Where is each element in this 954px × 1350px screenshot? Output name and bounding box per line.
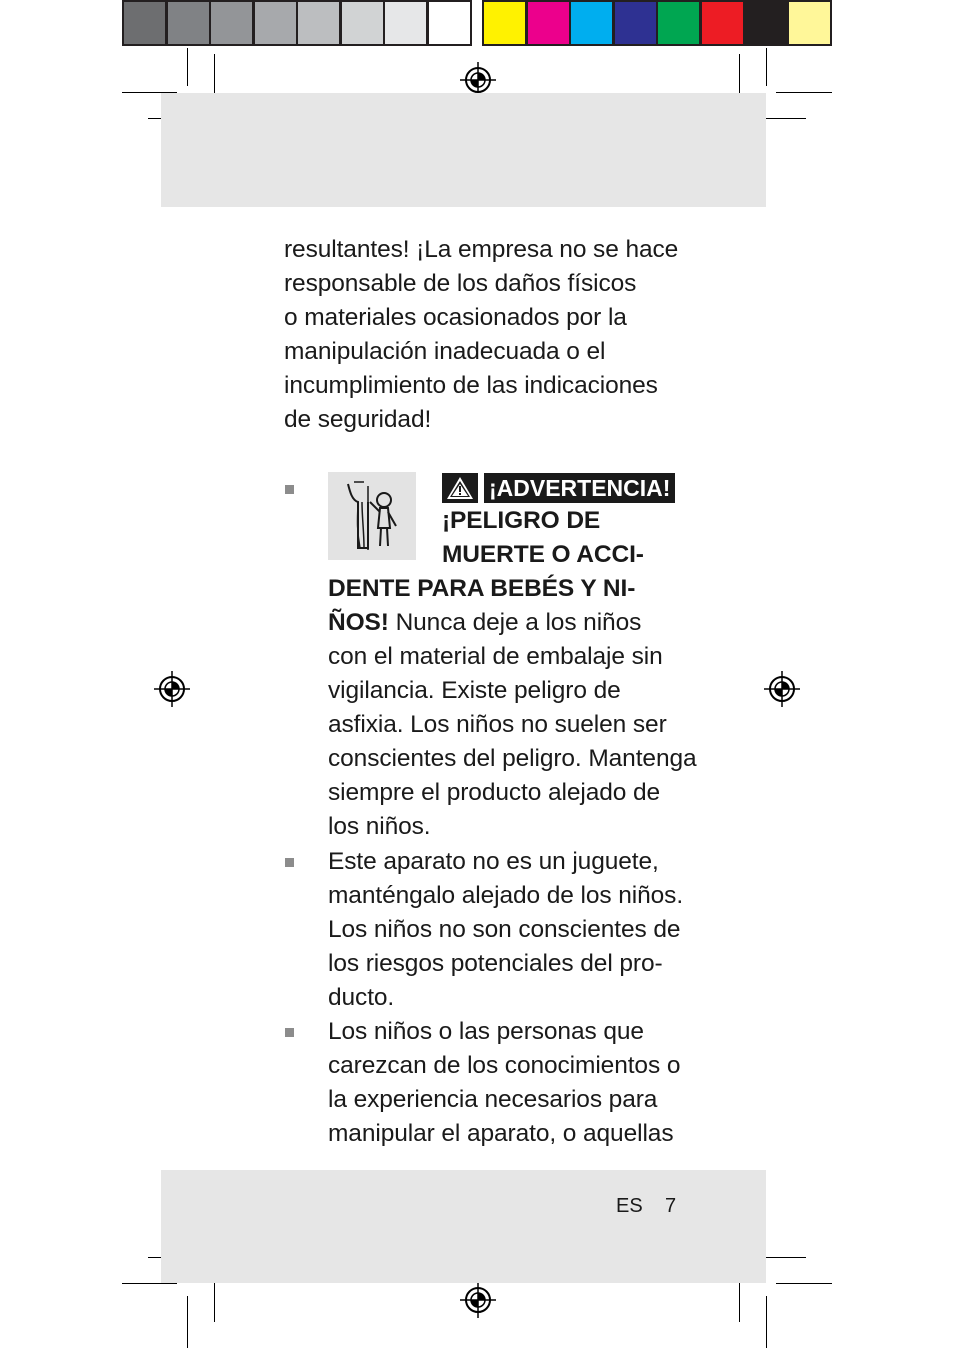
registration-mark-icon <box>762 669 802 709</box>
heading-end: ÑOS! <box>328 609 389 636</box>
text-line: con el material de embalaje sin <box>328 643 663 670</box>
color-swatch <box>211 2 252 44</box>
text-line: conscientes del peligro. Mantenga <box>328 745 697 772</box>
text-line: de seguridad! <box>284 406 432 433</box>
child-with-packaging-icon <box>328 472 416 560</box>
warning-badge: ¡ADVERTENCIA! <box>484 473 675 503</box>
text-line: los riesgos potenciales del pro- <box>328 950 663 977</box>
color-swatch <box>385 2 426 44</box>
color-swatch <box>124 2 165 44</box>
text-line: Los niños no son conscientes de <box>328 916 681 943</box>
bullet-marker <box>285 485 294 494</box>
language-code: ES <box>616 1195 643 1217</box>
color-swatch <box>298 2 339 44</box>
text-line: vigilancia. Existe peligro de <box>328 677 621 704</box>
text-line <box>328 606 688 640</box>
bullet-marker <box>285 858 294 867</box>
text-line: manipular el aparato, o aquellas <box>328 1120 674 1147</box>
color-swatch <box>789 2 830 44</box>
text-line: carezcan de los conocimientos o <box>328 1052 681 1079</box>
intro-paragraph <box>284 233 684 437</box>
warning-triangle-icon <box>442 473 478 503</box>
color-swatch <box>342 2 383 44</box>
text-line: los niños. <box>328 813 431 840</box>
text-line: ducto. <box>328 984 395 1011</box>
registration-mark-icon <box>458 1280 498 1320</box>
warning-body <box>328 572 697 844</box>
color-swatch <box>571 2 612 44</box>
color-swatch <box>658 2 699 44</box>
text-line: incumplimiento de las indicaciones <box>284 372 658 399</box>
color-swatch <box>702 2 743 44</box>
text-line: resultantes! ¡La empresa no se hace <box>284 236 679 263</box>
text-line: manténgalo alejado de los niños. <box>328 882 684 909</box>
page-number: 7 <box>665 1195 677 1217</box>
bullet-marker <box>285 1028 294 1037</box>
color-swatch <box>429 2 470 44</box>
heading-line: ¡PELIGRO DE <box>442 507 601 534</box>
text-fragment: Nunca deje a los niños <box>388 609 642 636</box>
color-calibration-bar <box>0 0 954 46</box>
text-line: o materiales ocasionados por la <box>284 304 627 331</box>
text-line: Este aparato no es un juguete, <box>328 848 659 875</box>
heading-line: MUERTE O ACCI- <box>442 541 644 568</box>
text-line: Los niños o las personas que <box>328 1018 644 1045</box>
color-swatch <box>745 2 786 44</box>
text-line: asfixia. Los niños no suelen ser <box>328 711 667 738</box>
color-swatch <box>615 2 656 44</box>
header-band <box>161 93 766 207</box>
text-line: siempre el producto alejado de <box>328 779 661 806</box>
color-swatch <box>528 2 569 44</box>
color-swatch <box>168 2 209 44</box>
text-line: responsable de los daños físicos <box>284 270 637 297</box>
warning-triangle-badge <box>442 473 478 503</box>
color-swatch <box>484 2 525 44</box>
bullet-toy-warning <box>328 845 688 1015</box>
text-line: la experiencia necesarios para <box>328 1086 658 1113</box>
footer-band <box>161 1170 766 1283</box>
heading-line: DENTE PARA BEBÉS Y NI- <box>328 575 636 602</box>
registration-mark-icon <box>152 669 192 709</box>
text-line: manipulación inadecuada o el <box>284 338 606 365</box>
color-swatch <box>255 2 296 44</box>
warning-heading <box>442 504 644 572</box>
bullet-persons-warning <box>328 1015 688 1151</box>
